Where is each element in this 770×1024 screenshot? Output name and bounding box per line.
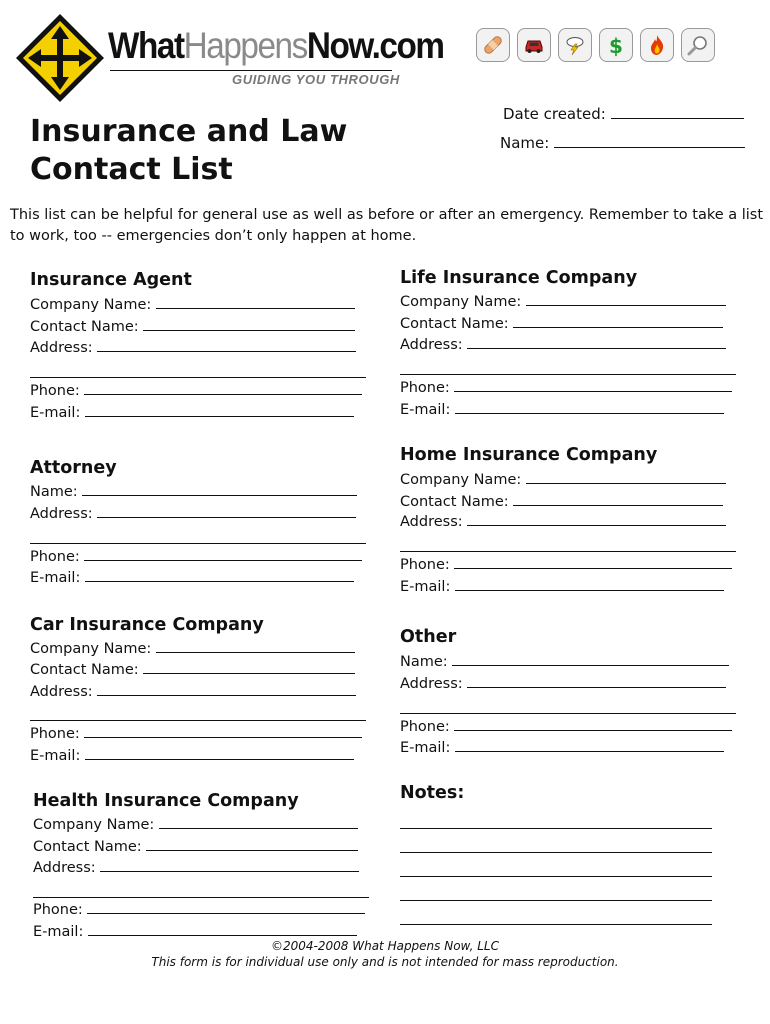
page-title [30, 113, 347, 189]
date-created-row [503, 104, 744, 123]
life-insurance-company-row [400, 291, 726, 313]
owner-name-field[interactable] [554, 133, 745, 148]
field-label: Phone: [400, 380, 450, 396]
insurance-agent-phone-row [30, 380, 362, 402]
section-title-attorney: Attorney [30, 458, 117, 478]
field-label: Name: [30, 484, 78, 500]
field-label: Contact Name: [30, 662, 139, 678]
owner-name-label: Name: [500, 134, 550, 152]
health-insurance-email-field[interactable] [88, 921, 357, 936]
home-insurance-company-row [400, 469, 726, 491]
field-label: Phone: [30, 726, 80, 742]
attorney-email-field[interactable] [85, 567, 354, 582]
car-insurance-company-field[interactable] [156, 638, 355, 653]
field-label: Phone: [400, 557, 450, 573]
insurance-agent-email-row [30, 402, 354, 424]
car-insurance-phone-row [30, 723, 362, 745]
section-title-other: Other [400, 627, 457, 647]
home-insurance-company-field[interactable] [526, 469, 726, 484]
intro-text: This list can be helpful for general use as well as before or after an emergency. Remember to take a list to work, too -- emergencies don’t only happen at home. [10, 207, 764, 244]
notes-line[interactable] [400, 862, 712, 877]
other-name-row [400, 651, 729, 673]
section-title-insurance-agent: Insurance Agent [30, 270, 192, 290]
insurance-agent-company-row [30, 294, 355, 316]
field-label: Phone: [400, 719, 450, 735]
title-line-1: Insurance and Law [30, 114, 348, 149]
field-label: Address: [30, 340, 93, 356]
life-insurance-email-row [400, 399, 724, 421]
field-label: E-mail: [400, 740, 451, 756]
field-label: Phone: [33, 902, 83, 918]
field-label: Address: [33, 860, 96, 876]
date-created-label: Date created: [503, 105, 606, 123]
attorney-phone-row [30, 546, 362, 568]
car-icon [517, 28, 551, 62]
life-insurance-contact-field[interactable] [513, 313, 723, 328]
other-email-row [400, 737, 724, 759]
health-insurance-company-row [33, 814, 358, 836]
home-insurance-phone-field[interactable] [454, 554, 732, 569]
other-address-row [400, 673, 726, 695]
notes-line[interactable] [400, 910, 712, 925]
attorney-name-field[interactable] [82, 481, 357, 496]
car-insurance-address-field[interactable] [97, 681, 356, 696]
field-label: Address: [400, 514, 463, 530]
home-insurance-contact-field[interactable] [513, 491, 723, 506]
field-label: E-mail: [30, 405, 81, 421]
field-label: Name: [400, 654, 448, 670]
field-label: Phone: [30, 383, 80, 399]
title-line-2: Contact List [30, 152, 233, 187]
home-insurance-address-line-2[interactable] [400, 537, 736, 552]
attorney-address-row [30, 503, 356, 525]
life-insurance-email-field[interactable] [455, 399, 724, 414]
life-insurance-contact-row [400, 313, 723, 335]
logo-icon [14, 12, 106, 104]
other-phone-field[interactable] [454, 716, 732, 731]
home-insurance-email-row [400, 576, 724, 598]
owner-name-row [500, 133, 745, 152]
other-email-field[interactable] [455, 737, 724, 752]
field-label: Company Name: [30, 297, 152, 313]
field-label: Company Name: [30, 641, 152, 657]
insurance-agent-address-field[interactable] [97, 337, 356, 352]
car-insurance-contact-field[interactable] [143, 659, 355, 674]
svg-text:$: $ [609, 34, 623, 57]
section-title-home-insurance: Home Insurance Company [400, 445, 658, 465]
health-insurance-company-field[interactable] [159, 814, 358, 829]
footer-disclaimer: This form is for individual use only and is not intended for mass reproduction. [151, 955, 619, 969]
field-label: Company Name: [400, 294, 522, 310]
home-insurance-address-row [400, 511, 726, 533]
field-label: Address: [30, 684, 93, 700]
car-insurance-phone-field[interactable] [84, 723, 362, 738]
section-title-notes: Notes: [400, 783, 465, 803]
home-insurance-email-field[interactable] [455, 576, 724, 591]
insurance-agent-contact-field[interactable] [143, 316, 355, 331]
car-insurance-company-row [30, 638, 355, 660]
other-name-field[interactable] [452, 651, 729, 666]
life-insurance-address-field[interactable] [467, 334, 726, 349]
field-label: Contact Name: [400, 316, 509, 332]
field-label: Phone: [30, 549, 80, 565]
life-insurance-address-row [400, 334, 726, 356]
life-insurance-phone-field[interactable] [454, 377, 732, 392]
notes-line[interactable] [400, 886, 712, 901]
section-title-life-insurance: Life Insurance Company [400, 268, 638, 288]
attorney-name-row [30, 481, 357, 503]
car-insurance-address-line-2[interactable] [30, 706, 366, 721]
field-label: Contact Name: [33, 839, 142, 855]
home-insurance-contact-row [400, 491, 723, 513]
insurance-agent-address-line-2[interactable] [30, 363, 366, 378]
health-insurance-address-field[interactable] [100, 857, 359, 872]
field-label: Company Name: [33, 817, 155, 833]
fire-icon [640, 28, 674, 62]
field-label: E-mail: [30, 570, 81, 586]
field-label: Contact Name: [400, 494, 509, 510]
field-label: Address: [30, 506, 93, 522]
health-insurance-contact-row [33, 836, 358, 858]
field-label: Contact Name: [30, 319, 139, 335]
other-phone-row [400, 716, 732, 738]
insurance-agent-phone-field[interactable] [84, 380, 362, 395]
home-insurance-phone-row [400, 554, 732, 576]
insurance-agent-company-field[interactable] [156, 294, 355, 309]
other-address-field[interactable] [467, 673, 726, 688]
brand-underline [110, 70, 392, 71]
field-label: E-mail: [33, 924, 84, 940]
car-insurance-contact-row [30, 659, 355, 681]
health-insurance-phone-field[interactable] [87, 899, 365, 914]
magnifier-icon [681, 28, 715, 62]
field-label: E-mail: [30, 748, 81, 764]
notes-line[interactable] [400, 814, 712, 829]
home-insurance-address-field[interactable] [467, 511, 726, 526]
field-label: Address: [400, 337, 463, 353]
section-title-car-insurance: Car Insurance Company [30, 615, 264, 635]
life-insurance-phone-row [400, 377, 732, 399]
health-insurance-address-line-2[interactable] [33, 883, 369, 898]
brand-tagline: GUIDING YOU THROUGH [232, 72, 400, 87]
notes-line[interactable] [400, 838, 712, 853]
car-insurance-email-row [30, 745, 354, 767]
health-insurance-phone-row [33, 899, 365, 921]
section-title-health-insurance: Health Insurance Company [33, 791, 299, 811]
field-label: Address: [400, 676, 463, 692]
car-insurance-address-row [30, 681, 356, 703]
category-icons [476, 28, 715, 62]
field-label: Company Name: [400, 472, 522, 488]
health-insurance-address-row [33, 857, 359, 879]
health-insurance-contact-field[interactable] [146, 836, 358, 851]
attorney-address-line-2[interactable] [30, 529, 366, 544]
insurance-agent-address-row [30, 337, 356, 359]
field-label: E-mail: [400, 579, 451, 595]
other-address-line-2[interactable] [400, 699, 736, 714]
storm-icon [558, 28, 592, 62]
insurance-agent-email-field[interactable] [85, 402, 354, 417]
attorney-email-row [30, 567, 354, 589]
date-created-field[interactable] [611, 104, 744, 119]
field-label: E-mail: [400, 402, 451, 418]
attorney-phone-field[interactable] [84, 546, 362, 561]
life-insurance-address-line-2[interactable] [400, 360, 736, 375]
footer-copyright: ©2004-2008 What Happens Now, LLC [271, 939, 499, 953]
life-insurance-company-field[interactable] [526, 291, 726, 306]
bandage-icon [476, 28, 510, 62]
brand-name: WhatHappensNow.com [108, 25, 444, 66]
car-insurance-email-field[interactable] [85, 745, 354, 760]
attorney-address-field[interactable] [97, 503, 356, 518]
insurance-agent-contact-row [30, 316, 355, 338]
dollar-icon [599, 28, 633, 62]
